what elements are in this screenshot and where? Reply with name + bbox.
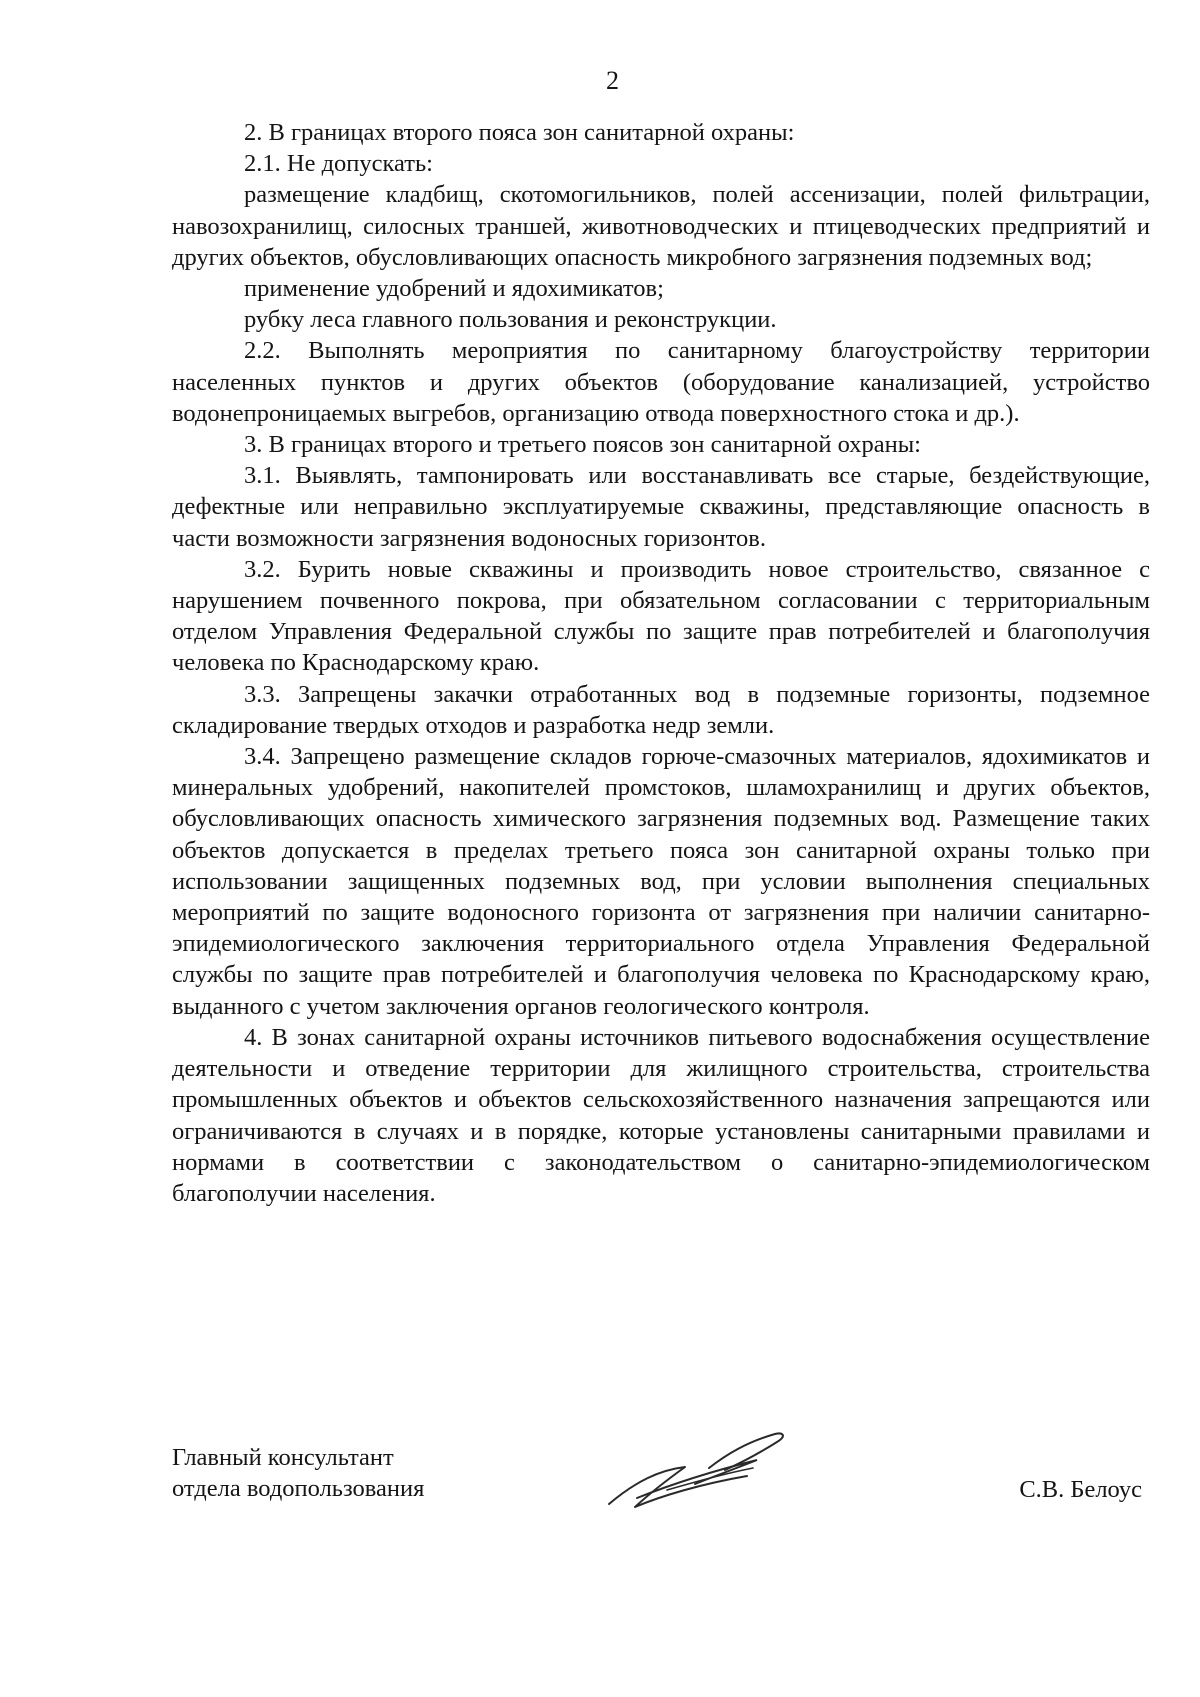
paragraph: размещение кладбищ, скотомогильников, полей ассенизации, полей фильтрации, навозохранилищ, силосных траншей, животноводческих и птицеводческих предприятий и других объектов, обусловливающих опасность микробного загрязнения подземных вод; bbox=[172, 181, 1150, 271]
signatory-title-line: Главный консультант bbox=[172, 1444, 394, 1471]
paragraph: 3.2. Бурить новые скважины и производить новое строительство, связанное с нарушением почвенного покрова, при обязательном согласовании с территориальным отделом Управления Федеральной службы по защите прав потребителей и благополучия человека по Краснодарскому краю. bbox=[172, 555, 1150, 677]
signatory-title-line: отдела водопользования bbox=[172, 1475, 425, 1503]
document-body bbox=[172, 117, 1150, 1209]
paragraph: 3.4. Запрещено размещение складов горюче-смазочных материалов, ядохимикатов и минеральных удобрений, накопителей промстоков, шламохранилищ и других объектов, обусловливающих опасность химического загрязнения подземных вод. Размещение таких объектов допускается в пределах третьего пояса зон санитарной охраны только при использовании защищенных подземных вод, при условии выполнения специальных мероприятий по защите водоносного горизонта от загрязнения при наличии санитарно-эпидемиологического заключения территориального отдела Управления Федеральной службы по защите прав потребителей и благополучия человека по Краснодарскому краю, выданного с учетом заключения органов геологического контроля. bbox=[172, 743, 1150, 1020]
paragraph: 3.3. Запрещены закачки отработанных вод в подземные горизонты, подземное складирование твердых отходов и разработка недр земли. bbox=[172, 680, 1150, 739]
paragraph: применение удобрений и ядохимикатов; bbox=[244, 275, 664, 303]
paragraph: 2.2. Выполнять мероприятия по санитарному благоустройству территории населенных пунктов и других объектов (оборудование канализацией, устройство водонепроницаемых выгребов, организацию отвода поверхностного стока и др.). bbox=[172, 337, 1150, 427]
paragraph: 3. В границах второго и третьего поясов зон санитарной охраны: bbox=[244, 431, 921, 459]
signature-block bbox=[172, 1442, 1150, 1522]
page-number: 2 bbox=[606, 66, 619, 95]
handwritten-signature-icon bbox=[597, 1412, 797, 1522]
signatory-title bbox=[172, 1442, 424, 1504]
paragraph: 2.1. Не допускать: bbox=[244, 150, 433, 178]
paragraph: 4. В зонах санитарной охраны источников питьевого водоснабжения осуществление деятельности и отведение территории для жилищного строительства, строительства промышленных объектов и объектов сельскохозяйственного назначения запрещаются или ограничиваются в случаях и в порядке, которые установлены санитарными правилами и нормами в соответствии с законодательством о санитарно-эпидемиологическом благополучии населения. bbox=[172, 1023, 1150, 1207]
signatory-name: С.В. Белоус bbox=[1019, 1476, 1142, 1503]
paragraph: рубку леса главного пользования и реконструкции. bbox=[244, 306, 777, 334]
paragraph: 3.1. Выявлять, тампонировать или восстанавливать все старые, бездействующие, дефектные или неправильно эксплуатируемые скважины, представляющие опасность в части возможности загрязнения водоносных горизонтов. bbox=[172, 462, 1150, 552]
paragraph: 2. В границах второго пояса зон санитарной охраны: bbox=[244, 119, 795, 146]
